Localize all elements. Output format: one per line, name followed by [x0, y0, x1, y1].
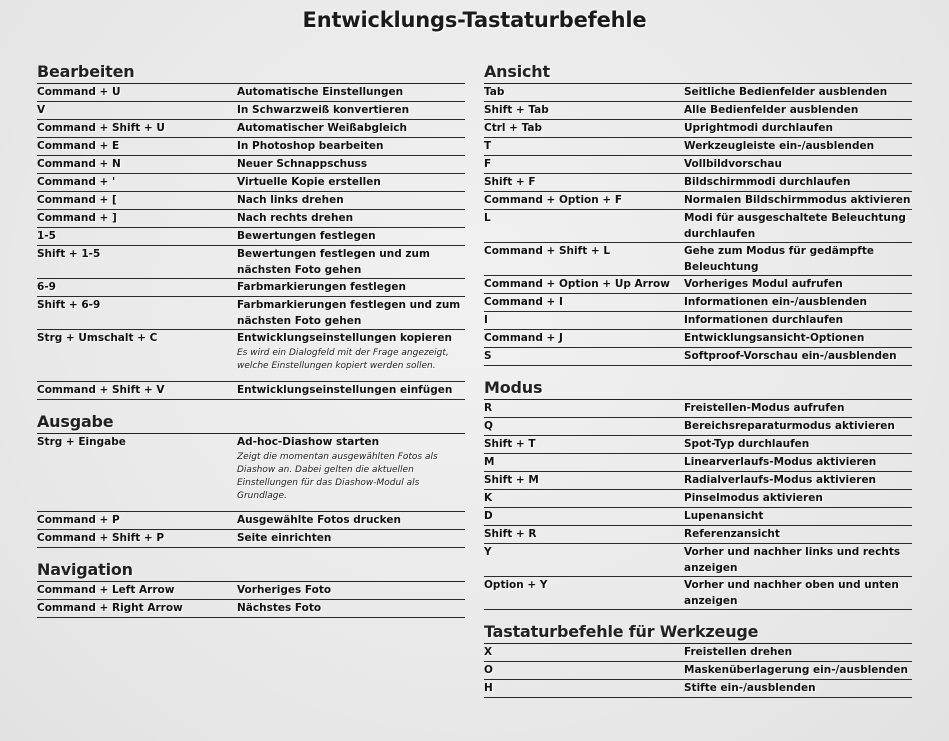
shortcut-description: [684, 120, 912, 137]
shortcut-key: O: [484, 664, 493, 676]
shortcut-key: D: [484, 510, 493, 522]
shortcut-description-text: Seitliche Bedienfelder ausblenden: [684, 86, 888, 98]
section-modus: [484, 378, 912, 610]
shortcut-row: [37, 120, 465, 138]
shortcut-row: [37, 174, 465, 192]
shortcut-key: Command + Shift + P: [37, 532, 165, 544]
shortcut-description: [684, 644, 912, 661]
shortcut-row: [37, 246, 465, 279]
shortcut-description: [684, 192, 912, 209]
shortcut-description-text: Ausgewählte Fotos drucken: [237, 514, 401, 526]
shortcut-row: [37, 330, 465, 382]
shortcut-description: [684, 276, 912, 293]
shortcut-description-text: Alle Bedienfelder ausblenden: [684, 104, 859, 116]
shortcut-description: [684, 156, 912, 173]
shortcut-description-text: Referenzansicht: [684, 528, 780, 540]
shortcut-key: X: [484, 646, 493, 658]
shortcut-key: H: [484, 682, 493, 694]
shortcut-description: [237, 102, 465, 119]
shortcut-description-text: Seite einrichten: [237, 532, 332, 544]
section-title: Ausgabe: [37, 412, 465, 434]
shortcut-key: Command + Shift + U: [37, 122, 165, 134]
shortcut-row: [484, 192, 912, 210]
shortcut-description-text: Vorher und nachher links und rechts anzeigen: [684, 546, 901, 574]
shortcut-description-text: Ad-hoc-Diashow starten: [237, 436, 380, 448]
shortcut-row: [37, 102, 465, 120]
shortcut-row: [484, 544, 912, 577]
shortcut-description: [237, 192, 465, 209]
shortcut-key: Command + E: [37, 140, 120, 152]
shortcut-key: Shift + T: [484, 438, 536, 450]
shortcut-description: [684, 680, 912, 697]
section-bearbeiten: [37, 62, 465, 400]
shortcut-description: [684, 454, 912, 471]
right-column: [484, 62, 912, 710]
shortcut-row: [484, 662, 912, 680]
shortcut-description: [684, 662, 912, 679]
shortcut-description: [237, 434, 465, 511]
shortcut-description-text: Spot-Typ durchlaufen: [684, 438, 810, 450]
shortcut-row: [484, 84, 912, 102]
shortcut-description-text: Freistellen-Modus aufrufen: [684, 402, 845, 414]
shortcut-description-text: Entwicklungsansicht-Optionen: [684, 332, 865, 344]
shortcut-row: [37, 530, 465, 548]
shortcut-row: [37, 279, 465, 297]
shortcut-row: [37, 210, 465, 228]
shortcut-row: [37, 512, 465, 530]
shortcut-description-text: In Photoshop bearbeiten: [237, 140, 384, 152]
shortcut-row: [484, 210, 912, 243]
shortcut-row: [37, 434, 465, 512]
section-title: Ansicht: [484, 62, 912, 84]
shortcut-description: [237, 120, 465, 137]
left-column: [37, 62, 465, 630]
shortcut-key: M: [484, 456, 495, 468]
shortcut-row: [484, 276, 912, 294]
shortcut-description-text: Lupenansicht: [684, 510, 764, 522]
shortcut-description-text: Virtuelle Kopie erstellen: [237, 176, 381, 188]
shortcut-description: [684, 312, 912, 329]
shortcut-row: [37, 138, 465, 156]
shortcut-row: [37, 156, 465, 174]
shortcut-description-text: Entwicklungseinstellungen einfügen: [237, 384, 453, 396]
shortcut-description: [237, 279, 465, 296]
shortcut-description: [237, 582, 465, 599]
shortcut-description-text: Radialverlaufs-Modus aktivieren: [684, 474, 877, 486]
shortcut-key: Command + ': [37, 176, 116, 188]
shortcut-description-text: Farbmarkierungen festlegen und zum nächsten Foto gehen: [237, 299, 461, 327]
shortcut-description: [684, 418, 912, 435]
shortcut-description: [684, 472, 912, 489]
shortcut-description-text: Bereichsreparaturmodus aktivieren: [684, 420, 895, 432]
shortcut-description: [237, 512, 465, 529]
shortcut-description: [684, 490, 912, 507]
shortcut-key: Command + Left Arrow: [37, 584, 175, 596]
shortcut-description-text: Freistellen drehen: [684, 646, 793, 658]
shortcut-description: [684, 400, 912, 417]
shortcut-description-text: Bildschirmmodi durchlaufen: [684, 176, 851, 188]
shortcut-key: Shift + M: [484, 474, 539, 486]
shortcut-key: Command + Option + Up Arrow: [484, 278, 670, 290]
shortcut-key: Command + Shift + L: [484, 245, 611, 257]
shortcut-description-text: Uprightmodi durchlaufen: [684, 122, 833, 134]
shortcut-description-text: Bewertungen festlegen und zum nächsten Foto gehen: [237, 248, 430, 276]
shortcut-key: Shift + 6-9: [37, 299, 101, 311]
shortcut-description: [684, 348, 912, 365]
shortcut-description: [237, 174, 465, 191]
shortcut-description-text: Werkzeugleiste ein-/ausblenden: [684, 140, 875, 152]
shortcut-description-text: Bewertungen festlegen: [237, 230, 376, 242]
shortcut-row: [484, 454, 912, 472]
shortcut-row: [484, 174, 912, 192]
shortcut-row: [484, 294, 912, 312]
section-title: Modus: [484, 378, 912, 400]
shortcut-key: 1-5: [37, 230, 56, 242]
shortcut-description: [684, 138, 912, 155]
shortcut-key: Shift + 1-5: [37, 248, 101, 260]
shortcut-key: V: [37, 104, 46, 116]
shortcut-row: [484, 526, 912, 544]
shortcut-key: Command + Option + F: [484, 194, 623, 206]
section-ausgabe: [37, 412, 465, 548]
shortcut-description: [237, 210, 465, 227]
shortcut-key: Tab: [484, 86, 505, 98]
shortcut-key: Command + Right Arrow: [37, 602, 183, 614]
shortcut-key: Command + Shift + V: [37, 384, 165, 396]
shortcut-description: [684, 294, 912, 311]
shortcut-description-text: Nach links drehen: [237, 194, 344, 206]
shortcut-note: Zeigt die momentan ausgewählten Fotos als Diashow an. Dabei gelten die aktuellen Einstellungen für das Diashow-Modul als Grundlage.: [237, 452, 438, 501]
shortcut-key: S: [484, 350, 492, 362]
shortcut-row: [37, 192, 465, 210]
shortcut-description: [237, 138, 465, 155]
shortcut-description-text: Neuer Schnappschuss: [237, 158, 368, 170]
shortcut-description: [237, 297, 465, 329]
shortcut-description-text: Informationen ein-/ausblenden: [684, 296, 867, 308]
shortcut-description-text: Vorheriges Modul aufrufen: [684, 278, 843, 290]
shortcut-description-text: Pinselmodus aktivieren: [684, 492, 823, 504]
shortcut-description: [684, 102, 912, 119]
shortcut-row: [484, 120, 912, 138]
shortcut-description-text: Vorheriges Foto: [237, 584, 332, 596]
shortcut-row: [37, 582, 465, 600]
shortcut-row: [484, 577, 912, 610]
shortcut-description: [684, 436, 912, 453]
shortcut-key: Q: [484, 420, 493, 432]
shortcut-row: [484, 508, 912, 526]
shortcut-description-text: Automatische Einstellungen: [237, 86, 404, 98]
shortcut-description: [237, 600, 465, 617]
shortcut-description: [237, 382, 465, 399]
section-ansicht: [484, 62, 912, 366]
shortcut-description-text: Vollbildvorschau: [684, 158, 782, 170]
shortcut-row: [484, 490, 912, 508]
section-navigation: [37, 560, 465, 618]
section-title: Bearbeiten: [37, 62, 465, 84]
shortcut-row: [484, 472, 912, 490]
shortcut-description-text: Gehe zum Modus für gedämpfte Beleuchtung: [684, 245, 875, 273]
shortcut-row: [37, 84, 465, 102]
shortcut-key: Command + I: [484, 296, 563, 308]
shortcut-row: [484, 680, 912, 698]
shortcut-description-text: Modi für ausgeschaltete Beleuchtung durchlaufen: [684, 212, 906, 240]
shortcut-key: Y: [484, 546, 492, 558]
shortcut-description: [237, 330, 465, 381]
shortcut-description-text: Nächstes Foto: [237, 602, 322, 614]
shortcut-key: 6-9: [37, 281, 56, 293]
shortcut-row: [37, 600, 465, 618]
shortcut-description: [684, 84, 912, 101]
shortcut-key: L: [484, 212, 491, 224]
section-tastaturbefehle-für-werkzeuge: [484, 622, 912, 698]
shortcut-key: Shift + Tab: [484, 104, 549, 116]
shortcut-key: I: [484, 314, 488, 326]
shortcut-description: [684, 174, 912, 191]
shortcut-description-text: Maskenüberlagerung ein-/ausblenden: [684, 664, 909, 676]
shortcut-key: R: [484, 402, 493, 414]
shortcut-description-text: Normalen Bildschirmmodus aktivieren: [684, 194, 911, 206]
shortcut-row: [484, 243, 912, 276]
shortcut-description-text: Entwicklungseinstellungen kopieren: [237, 332, 452, 344]
shortcut-key: Option + Y: [484, 579, 548, 591]
shortcut-key: T: [484, 140, 492, 152]
shortcut-description: [237, 156, 465, 173]
shortcut-description-text: Farbmarkierungen festlegen: [237, 281, 406, 293]
shortcut-key: Strg + Eingabe: [37, 436, 126, 448]
shortcut-description: [684, 577, 912, 609]
section-title: Tastaturbefehle für Werkzeuge: [484, 622, 912, 644]
shortcut-key: Shift + R: [484, 528, 537, 540]
shortcut-description: [684, 544, 912, 576]
shortcut-row: [37, 382, 465, 400]
shortcut-description: [237, 246, 465, 278]
shortcut-key: K: [484, 492, 493, 504]
shortcut-description-text: Linearverlaufs-Modus aktivieren: [684, 456, 877, 468]
shortcut-key: Command + P: [37, 514, 120, 526]
shortcut-row: [484, 330, 912, 348]
shortcut-key: Strg + Umschalt + C: [37, 332, 158, 344]
shortcut-row: [484, 348, 912, 366]
shortcut-row: [37, 297, 465, 330]
shortcut-row: [484, 102, 912, 120]
shortcut-description-text: Stifte ein-/ausblenden: [684, 682, 816, 694]
shortcut-description-text: Nach rechts drehen: [237, 212, 354, 224]
section-title: Navigation: [37, 560, 465, 582]
shortcut-description-text: Automatischer Weißabgleich: [237, 122, 407, 134]
shortcut-key: Command + J: [484, 332, 563, 344]
shortcut-row: [484, 436, 912, 454]
shortcut-description: [684, 210, 912, 242]
shortcut-row: [484, 418, 912, 436]
shortcut-row: [484, 400, 912, 418]
shortcut-description: [684, 508, 912, 525]
shortcut-description: [237, 84, 465, 101]
shortcut-key: F: [484, 158, 492, 170]
shortcut-row: [484, 138, 912, 156]
shortcut-key: Command + N: [37, 158, 121, 170]
shortcut-description-text: Vorher und nachher oben und unten anzeigen: [684, 579, 899, 607]
shortcut-row: [484, 156, 912, 174]
shortcut-row: [484, 312, 912, 330]
shortcut-description: [684, 243, 912, 275]
shortcut-description: [237, 228, 465, 245]
shortcut-row: [484, 644, 912, 662]
shortcut-description: [684, 526, 912, 543]
shortcut-description-text: Informationen durchlaufen: [684, 314, 844, 326]
page-title: Entwicklungs-Tastaturbefehle: [302, 8, 647, 32]
shortcut-key: Command + ]: [37, 212, 117, 224]
shortcut-key: Command + [: [37, 194, 117, 206]
shortcut-key: Ctrl + Tab: [484, 122, 543, 134]
shortcut-description-text: Softproof-Vorschau ein-/ausblenden: [684, 350, 897, 362]
shortcut-key: Shift + F: [484, 176, 536, 188]
shortcut-description: [237, 530, 465, 547]
shortcut-description: [684, 330, 912, 347]
shortcut-note: Es wird ein Dialogfeld mit der Frage angezeigt, welche Einstellungen kopiert werden sollen.: [237, 348, 449, 371]
shortcut-key: Command + U: [37, 86, 121, 98]
shortcut-description-text: In Schwarzweiß konvertieren: [237, 104, 410, 116]
shortcut-row: [37, 228, 465, 246]
